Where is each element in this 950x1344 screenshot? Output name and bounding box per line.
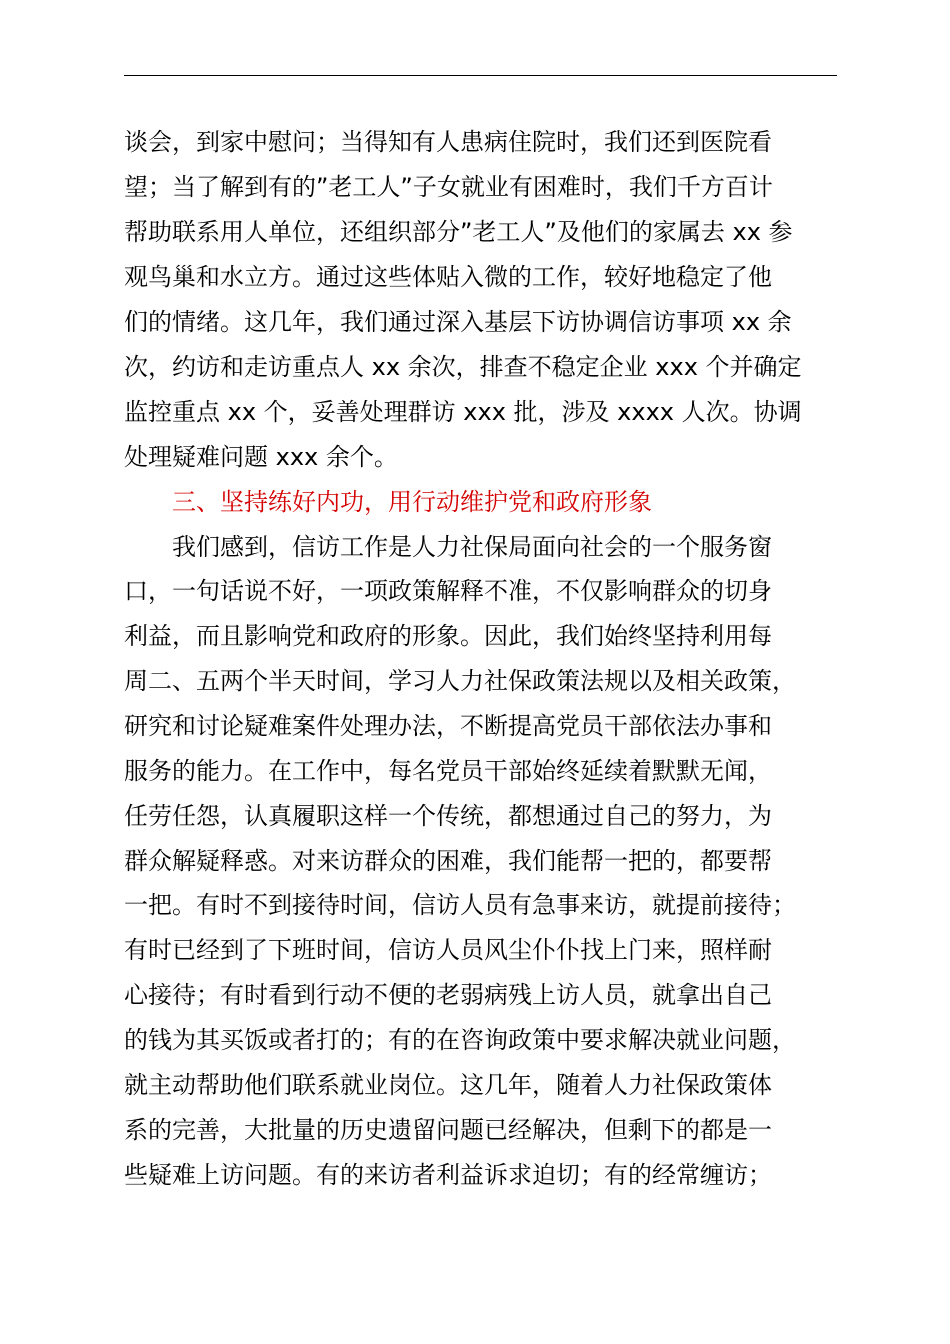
text-line: 些疑难上访问题。有的来访者利益诉求迫切；有的经常缠访； — [124, 1161, 772, 1189]
text-line: 系的完善，大批量的历史遗留问题已经解决，但剩下的都是一 — [124, 1116, 772, 1144]
text-line: 口，一句话说不好，一项政策解释不准，不仅影响群众的切身 — [124, 577, 772, 605]
text-line: 任劳任怨，认真履职这样一个传统，都想通过自己的努力，为 — [124, 802, 772, 830]
text-line: 心接待；有时看到行动不便的老弱病残上访人员，就拿出自己 — [124, 981, 772, 1009]
text-line: 有时已经到了下班时间，信访人员风尘仆仆找上门来，照样耐 — [124, 936, 772, 964]
text-line: 研究和讨论疑难案件处理办法，不断提高党员干部依法办事和 — [124, 712, 772, 740]
text-line: 一把。有时不到接待时间，信访人员有急事来访，就提前接待； — [124, 891, 796, 919]
text-line: 处理疑难问题 xxx 余个。 — [124, 443, 398, 471]
text-line: 我们感到，信访工作是人力社保局面向社会的一个服务窗 — [172, 533, 772, 561]
text-line: 监控重点 xx 个，妥善处理群访 xxx 批，涉及 xxxx 人次。协调 — [124, 398, 802, 426]
text-line: 望；当了解到有的”老工人”子女就业有困难时，我们千方百计 — [124, 173, 773, 201]
header-rule — [124, 75, 837, 76]
text-line: 帮助联系用人单位，还组织部分”老工人”及他们的家属去 xx 参 — [124, 218, 793, 246]
text-line: 周二、五两个半天时间，学习人力社保政策法规以及相关政策， — [124, 667, 796, 695]
section-heading: 三、坚持练好内功，用行动维护党和政府形象 — [172, 488, 652, 516]
text-line: 们的情绪。这几年，我们通过深入基层下访协调信访事项 xx 余 — [124, 308, 792, 336]
text-line: 利益，而且影响党和政府的形象。因此，我们始终坚持利用每 — [124, 622, 772, 650]
text-line: 观鸟巢和水立方。通过这些体贴入微的工作，较好地稳定了他 — [124, 263, 772, 291]
text-line: 服务的能力。在工作中，每名党员干部始终延续着默默无闻， — [124, 757, 772, 785]
text-line: 群众解疑释惑。对来访群众的困难，我们能帮一把的，都要帮 — [124, 847, 772, 875]
text-line: 谈会，到家中慰问；当得知有人患病住院时，我们还到医院看 — [124, 128, 772, 156]
text-line: 就主动帮助他们联系就业岗位。这几年，随着人力社保政策体 — [124, 1071, 772, 1099]
text-line: 次，约访和走访重点人 xx 余次，排查不稳定企业 xxx 个并确定 — [124, 353, 802, 381]
text-line: 的钱为其买饭或者打的；有的在咨询政策中要求解决就业问题， — [124, 1026, 796, 1054]
